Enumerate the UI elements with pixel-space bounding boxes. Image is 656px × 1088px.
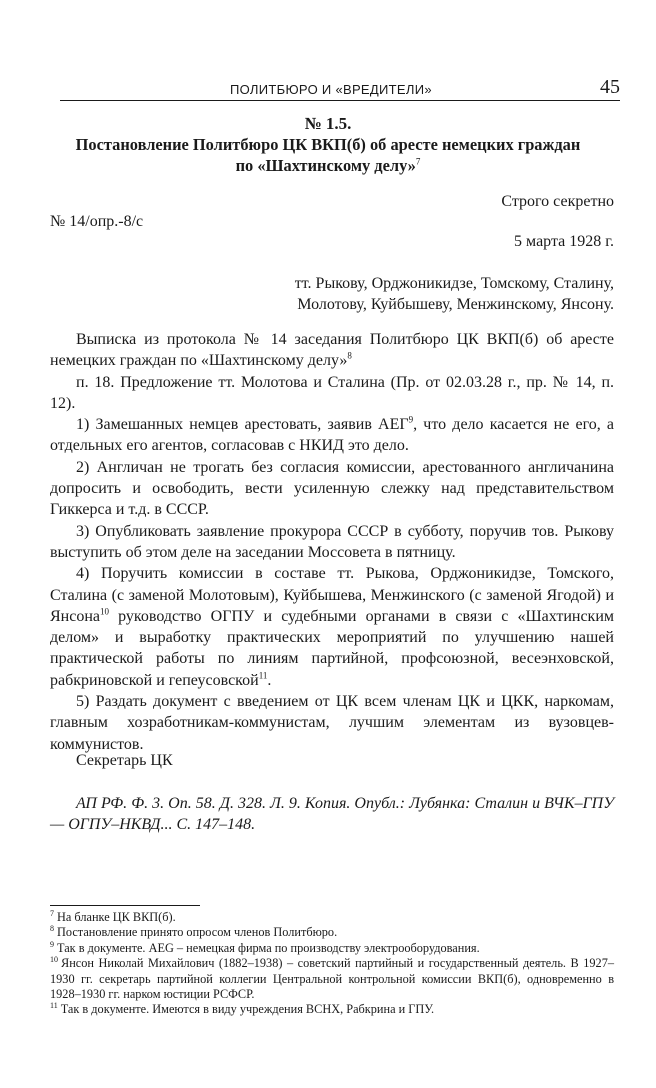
footnote-mark: 11 bbox=[50, 1001, 58, 1011]
running-head-title: ПОЛИТБЮРО И «ВРЕДИТЕЛИ» bbox=[230, 82, 432, 97]
footnote-ref: 11 bbox=[258, 670, 268, 681]
footnote-ref: 9 bbox=[408, 414, 414, 425]
footnote-text: Так в документе. Имеются в виду учреждения ВСНХ, Рабкрина и ГПУ. bbox=[60, 1002, 435, 1017]
point-4 bbox=[50, 563, 614, 691]
document-body bbox=[50, 329, 614, 755]
point-1-text-end: , что дело касается не его, а отдельных его агентов, согласовав с НКИД это дело. bbox=[50, 416, 614, 455]
document-date: 5 марта 1928 г. bbox=[514, 233, 614, 250]
addressees bbox=[240, 273, 614, 315]
intro-paragraph bbox=[50, 329, 614, 372]
footnote bbox=[50, 956, 614, 1002]
intro-text: Выписка из протокола № 14 заседания Политбюро ЦК ВКП(б) об аресте немецких граждан по «Шахтинскому делу» bbox=[50, 331, 614, 370]
footnote-mark: 9 bbox=[50, 939, 54, 949]
classification-stamp: Строго секретно bbox=[501, 193, 614, 210]
running-head bbox=[60, 76, 620, 102]
item-paragraph: п. 18. Предложение тт. Молотова и Сталина (Пр. от 02.03.28 г., пр. № 14, п. 12). bbox=[50, 373, 614, 412]
page-number: 45 bbox=[600, 76, 620, 98]
footnote-ref: 10 bbox=[100, 606, 109, 617]
footnotes bbox=[50, 910, 614, 1018]
title-line-1: Постановление Политбюро ЦК ВКП(б) об аресте немецких граждан bbox=[75, 135, 581, 154]
point-1-text: 1) Замешанных немцев арестовать, заявив АЕГ bbox=[76, 416, 409, 434]
footnote-text: Постановление принято опросом членов Политбюро. bbox=[57, 925, 338, 940]
addressees-line-2: Молотову, Куйбышеву, Менжинскому, Янсону. bbox=[297, 296, 614, 313]
footnote-mark: 8 bbox=[50, 924, 54, 934]
point-3: 3) Опубликовать заявление прокурора СССР в субботу, поручив тов. Рыкову выступить об этом деле на заседании Моссовета в пятницу. bbox=[50, 522, 614, 561]
footnote bbox=[50, 925, 614, 940]
header-rule bbox=[60, 100, 620, 101]
footnote-text: Так в документе. AEG – немецкая фирма по производству электрооборудования. bbox=[57, 940, 480, 955]
signature: Секретарь ЦК bbox=[76, 752, 173, 769]
point-4-text-mid: руководство ОГПУ и судебными органами в связи с «Шахтинским делом» и выработку практических мероприятий по улучшению нашей практической работы по линиям партийной, профсоюзной, весеэнховской, рабкриновской и гепеусовской bbox=[50, 607, 614, 689]
footnote-text: Янсон Николай Михайлович (1882–1938) – советский партийный и государственный деятель. В 1927–1930 гг. секретарь партийной коллегии Центральной контрольной комиссии ВКП(б), одновременно в 1928–1930 гг. нарком юстиции РСФСР. bbox=[50, 956, 614, 1002]
footnote-ref: 7 bbox=[415, 156, 421, 167]
footnote-rule bbox=[50, 905, 200, 906]
point-1 bbox=[50, 414, 614, 457]
addressees-line-1: тт. Рыкову, Орджоникидзе, Томскому, Сталину, bbox=[294, 275, 614, 292]
document-number: № 1.5. bbox=[304, 114, 352, 133]
footnote bbox=[50, 1002, 614, 1017]
archival-source: АП РФ. Ф. 3. Оп. 58. Д. 328. Л. 9. Копия. Опубл.: Лубянка: Сталин и ВЧК–ГПУ— ОГПУ–НКВД... С. 147–148. bbox=[50, 795, 614, 833]
footnote bbox=[50, 941, 614, 956]
footnote bbox=[50, 910, 614, 925]
registration-number: № 14/опр.-8/с bbox=[50, 213, 144, 230]
document-title bbox=[40, 134, 616, 176]
footnote-mark: 10 bbox=[50, 955, 58, 965]
title-line-2: по «Шахтинскому делу» bbox=[235, 156, 416, 175]
point-4-text: 4) Поручить комиссии в составе тт. Рыкова, Орджоникидзе, Томского, Сталина (с заменой Молотовым), Куйбышева, Менжинского (с заменой Ягодой) и Янсона bbox=[50, 565, 614, 625]
point-2: 2) Англичан не трогать без согласия комиссии, арестованного англичанина допросить и освободить, вести усиленную слежку над представительством Гиккерса и т.д. в СССР. bbox=[50, 458, 614, 519]
footnote-mark: 7 bbox=[50, 908, 54, 918]
footnote-text: На бланке ЦК ВКП(б). bbox=[57, 910, 176, 924]
point-4-text-end: . bbox=[267, 671, 272, 689]
footnote-ref: 8 bbox=[347, 350, 352, 361]
point-5: 5) Раздать документ с введением от ЦК всем членам ЦК и ЦКК, наркомам, главным хозработникам-коммунистам, лучшим элементам из вузовцев-коммунистов. bbox=[50, 693, 614, 753]
